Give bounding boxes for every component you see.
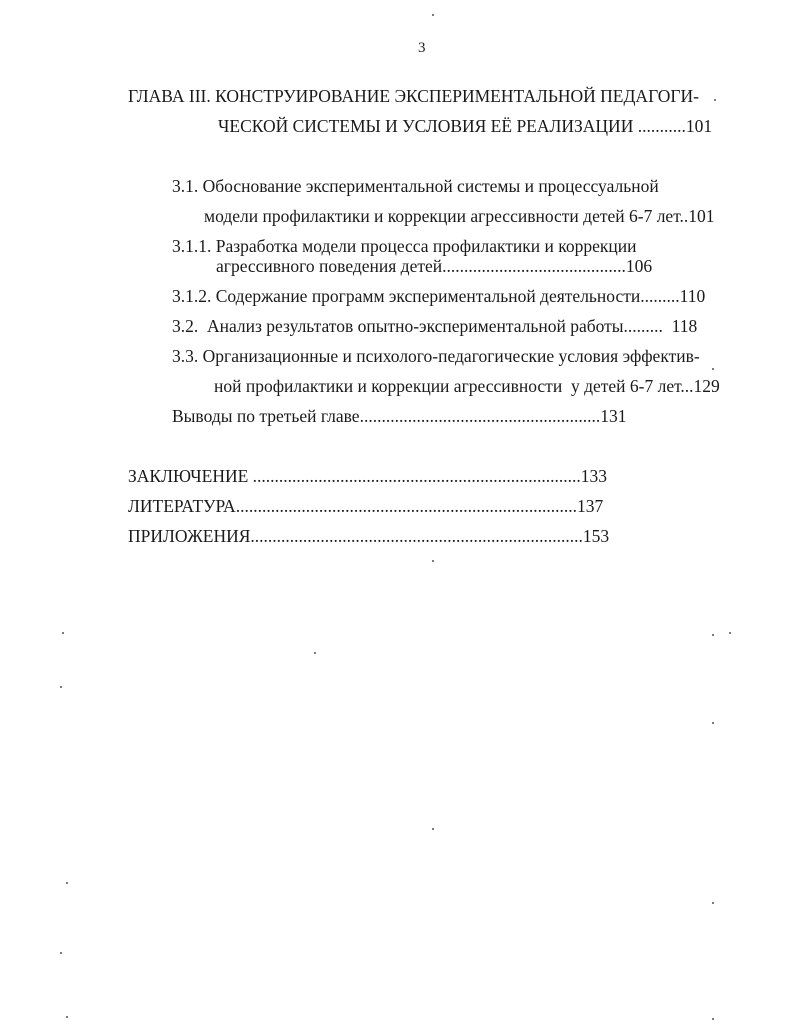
chapter-title-line1: ГЛАВА III. КОНСТРУИРОВАНИЕ ЭКСПЕРИМЕНТАЛЬНОЙ ПЕДАГОГИ-: [128, 86, 699, 106]
toc-entry-3-1-1-line2: агрессивного поведения детей..........................................106: [216, 256, 653, 276]
toc-entry-literature: ЛИТЕРАТУРА..............................................................................137: [128, 496, 604, 516]
scan-speck: [714, 99, 716, 101]
toc-entry-3-2: 3.2. Анализ результатов опытно-экспериментальной работы......... 118: [172, 316, 698, 336]
scan-speck: [712, 368, 714, 370]
toc-entry-appendices: ПРИЛОЖЕНИЯ............................................................................153: [128, 526, 610, 546]
scan-speck: [60, 686, 62, 688]
scan-speck: [60, 952, 62, 954]
toc-entry-3-1-1-line1: 3.1.1. Разработка модели процесса профилактики и коррекции: [172, 236, 637, 256]
scan-speck: [729, 632, 731, 634]
toc-entry-3-3-line1: 3.3. Организационные и психолого-педагогические условия эффектив-: [172, 346, 700, 366]
scan-speck: [712, 902, 714, 904]
scan-speck: [62, 632, 64, 634]
scan-speck: [712, 722, 714, 724]
scan-speck: [712, 1018, 714, 1020]
toc-entry-3-1-2: 3.1.2. Содержание программ экспериментальной деятельности.........110: [172, 286, 706, 306]
scan-speck: [66, 1016, 68, 1018]
scan-speck: [314, 652, 316, 654]
toc-entry-3-1-line2: модели профилактики и коррекции агрессивности детей 6-7 лет..101: [204, 206, 715, 226]
scan-speck: [432, 14, 434, 16]
scan-speck: [712, 634, 714, 636]
toc-entry-conclusions: Выводы по третьей главе.......................................................131: [172, 406, 627, 426]
scan-speck: [66, 882, 68, 884]
scan-speck: [432, 828, 434, 830]
chapter-title-line2: ЧЕСКОЙ СИСТЕМЫ И УСЛОВИЯ ЕЁ РЕАЛИЗАЦИИ ...........101: [218, 116, 713, 136]
toc-entry-3-3-line2: ной профилактики и коррекции агрессивности у детей 6-7 лет...129: [214, 376, 720, 396]
toc-entry-conclusion: ЗАКЛЮЧЕНИЕ ...........................................................................133: [128, 466, 608, 486]
scan-speck: [432, 560, 434, 562]
page-number: 3: [418, 40, 426, 56]
toc-entry-3-1-line1: 3.1. Обоснование экспериментальной системы и процессуальной: [172, 176, 659, 196]
